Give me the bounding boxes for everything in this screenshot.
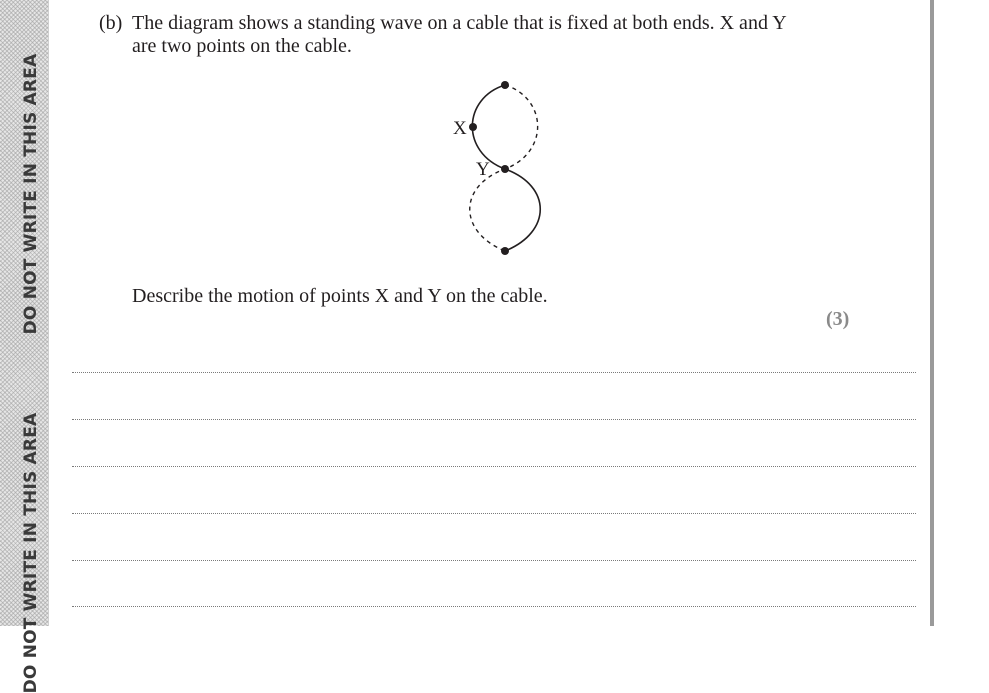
point-y-marker: [501, 165, 509, 173]
question-line-1: The diagram shows a standing wave on a cable that is fixed at both ends. X and Y: [132, 12, 787, 34]
point-y-label: Y: [476, 159, 490, 180]
question-prompt: Describe the motion of points X and Y on the cable.: [132, 285, 548, 307]
answer-line-3[interactable]: [72, 466, 916, 467]
answer-line-1[interactable]: [72, 372, 916, 373]
margin-warning-label: DO NOT WRITE IN THIS AREA: [21, 53, 41, 335]
standing-wave-svg: [430, 70, 560, 270]
page-right-border: [930, 0, 934, 626]
point-x-label: X: [453, 118, 467, 139]
question-text: [99, 12, 819, 58]
do-not-write-margin: [0, 0, 49, 693]
marks-allocation: (3): [826, 308, 850, 330]
answer-line-4[interactable]: [72, 513, 916, 514]
fixed-end-bottom: [501, 247, 509, 255]
question-line-2: are two points on the cable.: [132, 35, 352, 57]
answer-line-2[interactable]: [72, 419, 916, 420]
point-x-marker: [469, 123, 477, 131]
margin-warning-label-lower: DO NOT WRITE IN THIS AREA: [21, 412, 41, 693]
fixed-end-top: [501, 81, 509, 89]
answer-line-5[interactable]: [72, 560, 916, 561]
question-part-label: (b): [99, 12, 123, 34]
standing-wave-diagram: [430, 70, 560, 270]
answer-line-6[interactable]: [72, 606, 916, 607]
